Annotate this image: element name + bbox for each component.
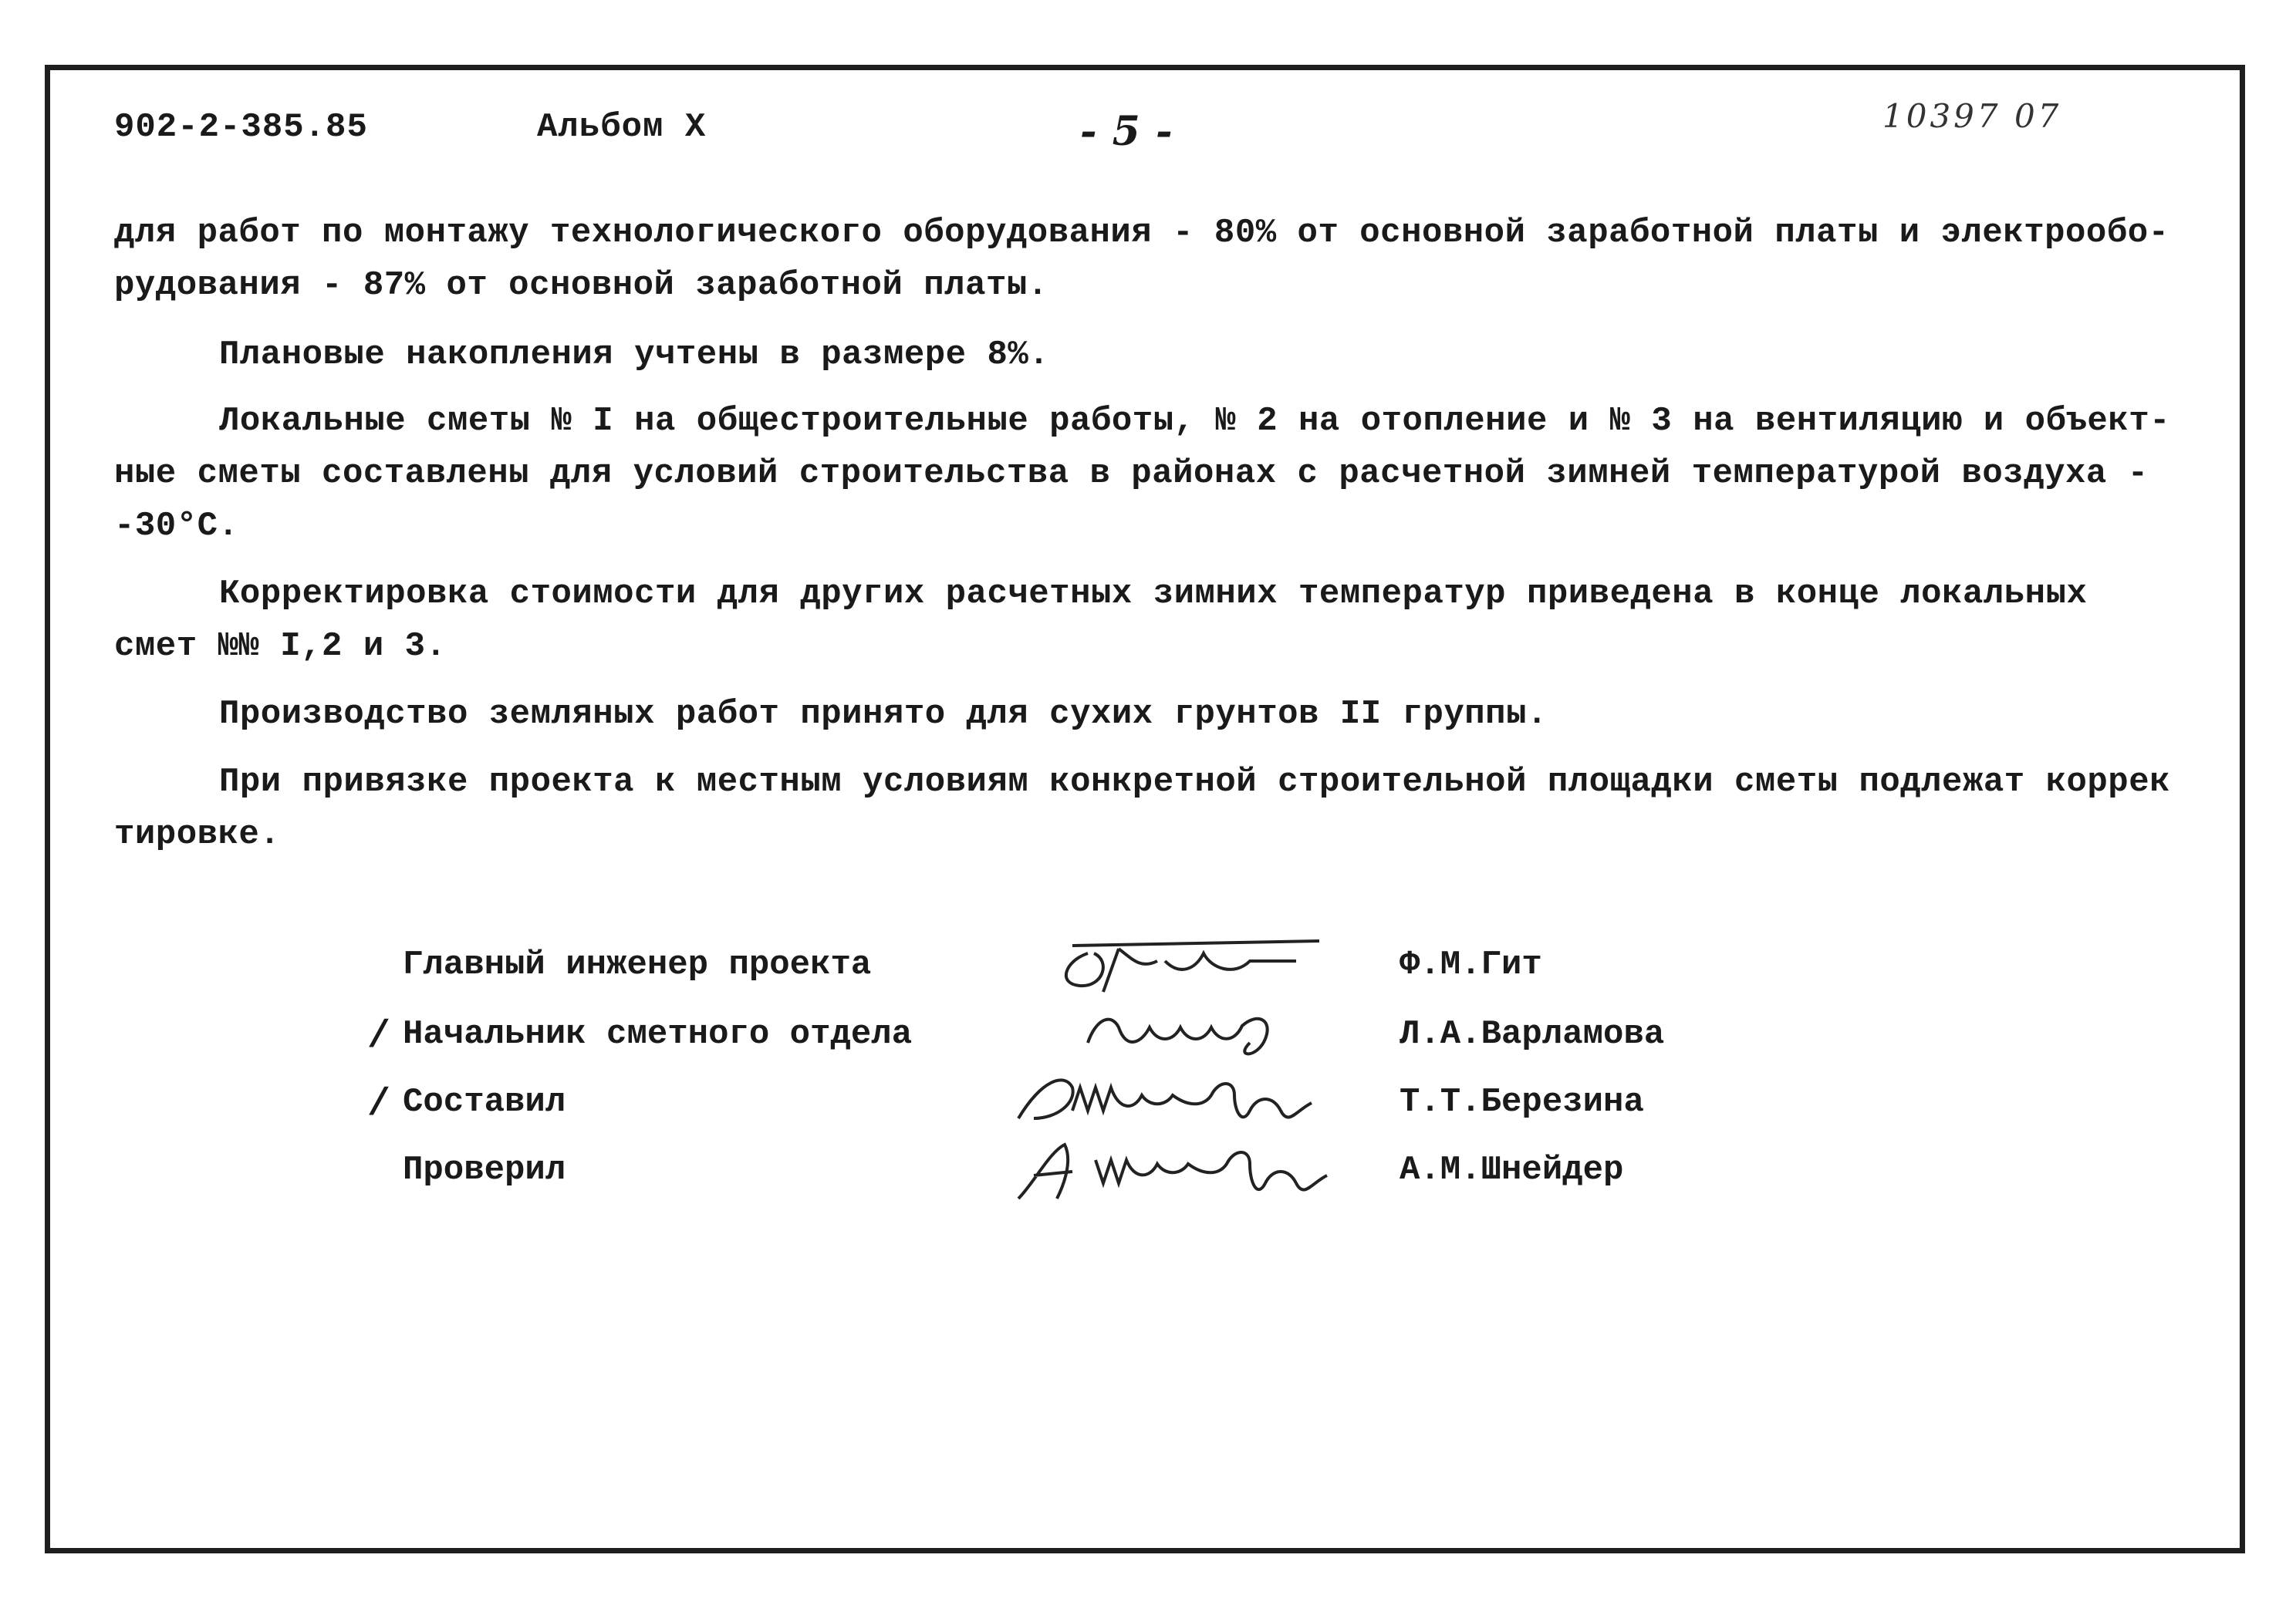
signature-title: Проверил	[403, 1151, 566, 1189]
signature-mark: /	[367, 1083, 391, 1127]
signature-mark: /	[367, 1015, 391, 1059]
signature-name: Т.Т.Березина	[1400, 1083, 1644, 1121]
paragraph-3-line-3: -30°C.	[114, 507, 239, 545]
paragraph-5: Производство земляных работ принято для сухих грунтов II группы.	[219, 695, 1548, 733]
document-code: 902-2-385.85	[114, 108, 368, 147]
handwritten-signature	[1003, 930, 1327, 1000]
paragraph-1-line-1: для работ по монтажу технологического оборудования - 80% от основной заработной платы и электрообо-	[114, 214, 2169, 252]
handwritten-signature	[1003, 997, 1327, 1066]
signature-name: Ф.М.Гит	[1400, 946, 1542, 984]
handwritten-signature	[1003, 1129, 1342, 1214]
paragraph-6-line-2: тировке.	[114, 815, 281, 854]
signature-row	[0, 1151, 2296, 1205]
document-number: 10397 07	[1882, 97, 2062, 135]
signature-row	[0, 1015, 2296, 1069]
paragraph-6-line-1: При привязке проекта к местным условиям конкретной строительной площадки сметы подлежат коррек	[219, 763, 2171, 801]
paragraph-4-line-2: смет №№ I,2 и 3.	[114, 627, 447, 666]
signature-row	[0, 946, 2296, 1000]
page-number: - 5 -	[1080, 108, 1173, 155]
signature-title: Составил	[403, 1083, 566, 1121]
paragraph-3-line-1: Локальные сметы № I на общестроительные работы, № 2 на отопление и № 3 на вентиляцию и объект-	[219, 402, 2171, 440]
signature-name: А.М.Шнейдер	[1400, 1151, 1624, 1189]
signature-title: Начальник сметного отдела	[403, 1015, 913, 1054]
paragraph-3-line-2: ные сметы составлены для условий строительства в районах с расчетной зимней температурой воздуха -	[114, 454, 2149, 493]
album-label: Альбом X	[537, 108, 707, 147]
paragraph-2: Плановые накопления учтены в размере 8%.	[219, 336, 1050, 374]
paragraph-4-line-1: Корректировка стоимости для других расчетных зимних температур приведена в конце локальных	[219, 575, 2088, 613]
signature-name: Л.А.Варламова	[1400, 1015, 1665, 1054]
paragraph-1-line-2: рудования - 87% от основной заработной платы.	[114, 266, 1048, 305]
signature-title: Главный инженер проекта	[403, 946, 872, 984]
